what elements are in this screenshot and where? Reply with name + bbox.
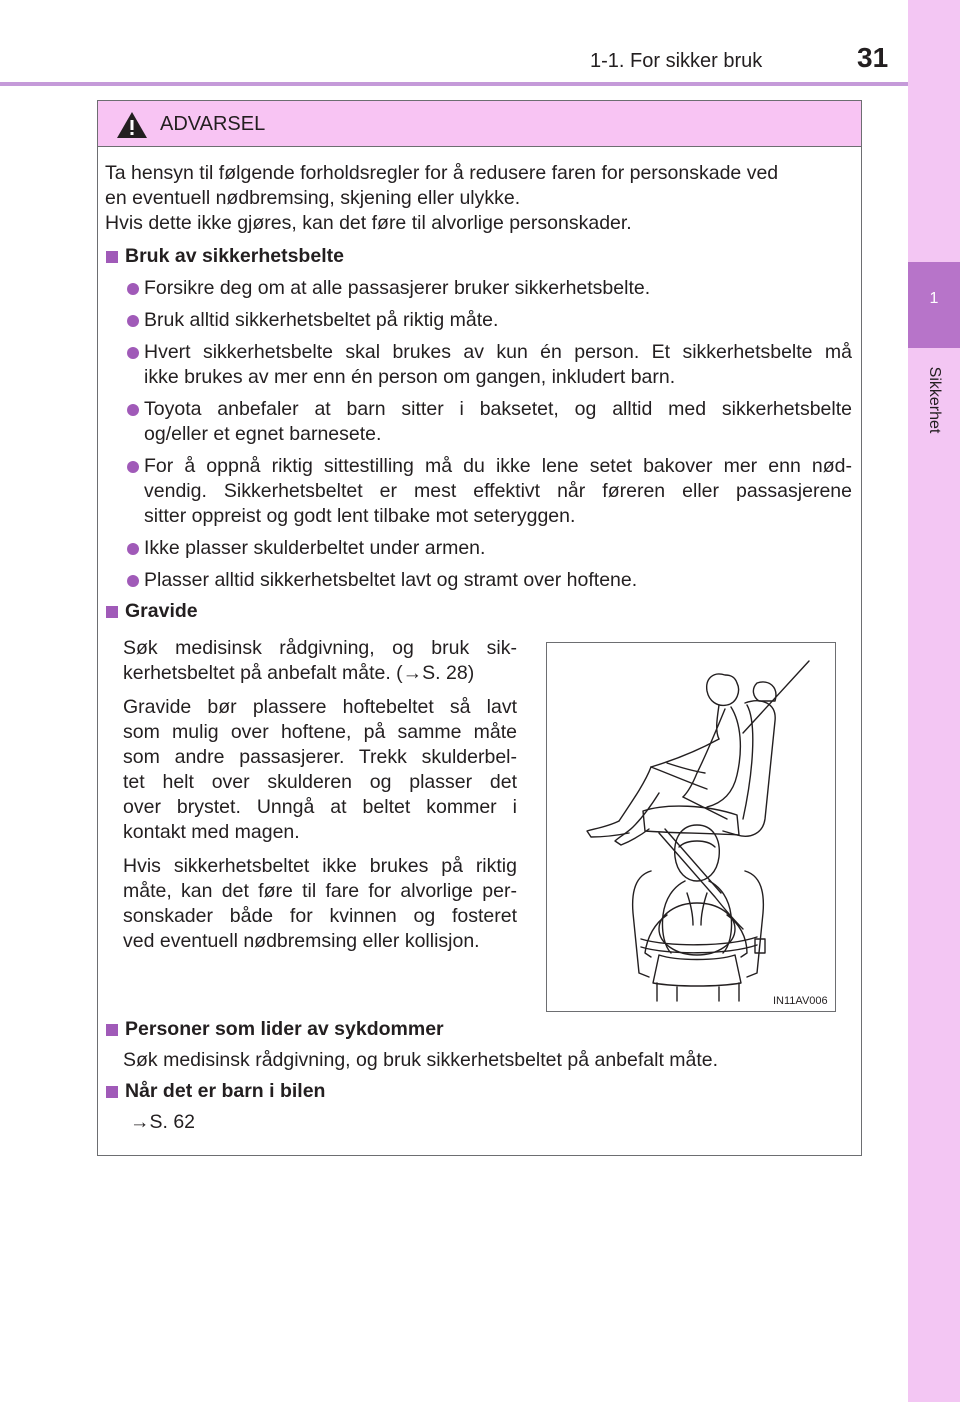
figure-code: IN11AV006 [773,995,828,1007]
round-bullet-icon [127,575,139,587]
intro-line: en eventuell nødbremsing, skjening eller ulykke. [105,187,521,209]
pregnant-text: ved eventuell nødbremsing eller kollisjon. [123,930,480,952]
intro-line: Ta hensyn til følgende forholdsregler for å redusere faren for personskade ved [105,162,779,184]
pregnant-text: kontakt med magen. [123,821,300,843]
seatbelt-heading: Bruk av sikkerhetsbelte [125,245,344,267]
square-bullet-icon [106,606,118,618]
chapter-label: Sikkerhet [926,366,943,434]
side-tab-strip [908,0,960,1402]
warning-triangle-icon [116,111,148,139]
warning-title: ADVARSEL [160,113,266,135]
page-number: 31 [857,42,889,73]
pregnant-text: Hvis sikkerhetsbeltet ikke brukes på riktig [123,855,517,877]
round-bullet-icon [127,315,139,327]
seatbelt-bullet: Forsikre deg om at alle passasjerer bruker sikkerhetsbelte. [144,277,651,299]
chapter-number: 1 [929,290,939,307]
pregnant-text: kerhetsbeltet på anbefalt måte. (→S. 28) [123,662,475,684]
section-title: 1-1. For sikker bruk [590,50,763,72]
children-heading: Når det er barn i bilen [125,1080,326,1102]
seatbelt-bullet: Plasser alltid sikkerhetsbeltet lavt og stramt over hoftene. [144,569,638,591]
pregnant-text: som mulig over hoftene, på samme måte [123,721,517,743]
seatbelt-bullet-cont: sitter oppreist og godt lent tilbake mot seteryggen. [144,505,576,527]
seatbelt-bullet-cont: vendig. Sikkerhetsbeltet er mest effektivt når føreren eller passasjerene [144,480,852,502]
seatbelt-bullet-cont: ikke brukes av mer enn én person om gangen, inkludert barn. [144,366,676,388]
seatbelt-bullet: Hvert sikkerhetsbelte skal brukes av kun én person. Et sikkerhetsbelte må [144,341,852,363]
illness-heading: Personer som lider av sykdommer [125,1018,444,1040]
intro-line: Hvis dette ikke gjøres, kan det føre til alvorlige personskader. [105,212,632,234]
pregnant-text: måte, kan det føre til fare for alvorlige per- [123,880,517,902]
pregnant-text: sonskader både for kvinnen og fosteret [123,905,517,927]
seatbelt-bullet: Bruk alltid sikkerhetsbeltet på riktig måte. [144,309,499,331]
square-bullet-icon [106,251,118,263]
pregnant-text: Gravide bør plassere hoftebeltet så lavt [123,696,517,718]
pregnant-seatbelt-illustration [546,642,836,1012]
pregnant-text: Søk medisinsk rådgivning, og bruk sik- [123,637,517,659]
pregnant-text: over brystet. Unngå at beltet kommer i [123,796,517,818]
header-rule [0,82,908,86]
seatbelt-bullet-cont: og/eller et egnet barnesete. [144,423,382,445]
children-page-ref[interactable]: →S. 62 [130,1111,196,1133]
square-bullet-icon [106,1024,118,1036]
seatbelt-bullet: For å oppnå riktig sittestilling må du ikke lene setet bakover mer enn nød- [144,455,852,477]
round-bullet-icon [127,404,139,416]
warning-header [98,101,861,147]
round-bullet-icon [127,543,139,555]
seatbelt-bullet: Toyota anbefaler at barn sitter i baksetet, og alltid med sikkerhetsbelte [144,398,852,420]
seatbelt-bullet: Ikke plasser skulderbeltet under armen. [144,537,486,559]
pregnant-text: tet helt over skulderen og plasser det [123,771,517,793]
pregnant-heading: Gravide [125,600,198,622]
square-bullet-icon [106,1086,118,1098]
round-bullet-icon [127,283,139,295]
pregnant-text: som andre passasjerer. Trekk skulderbel- [123,746,517,768]
round-bullet-icon [127,461,139,473]
round-bullet-icon [127,347,139,359]
illness-text: Søk medisinsk rådgivning, og bruk sikkerhetsbeltet på anbefalt måte. [123,1049,719,1071]
pregnant-seatbelt-drawing [547,643,835,1011]
